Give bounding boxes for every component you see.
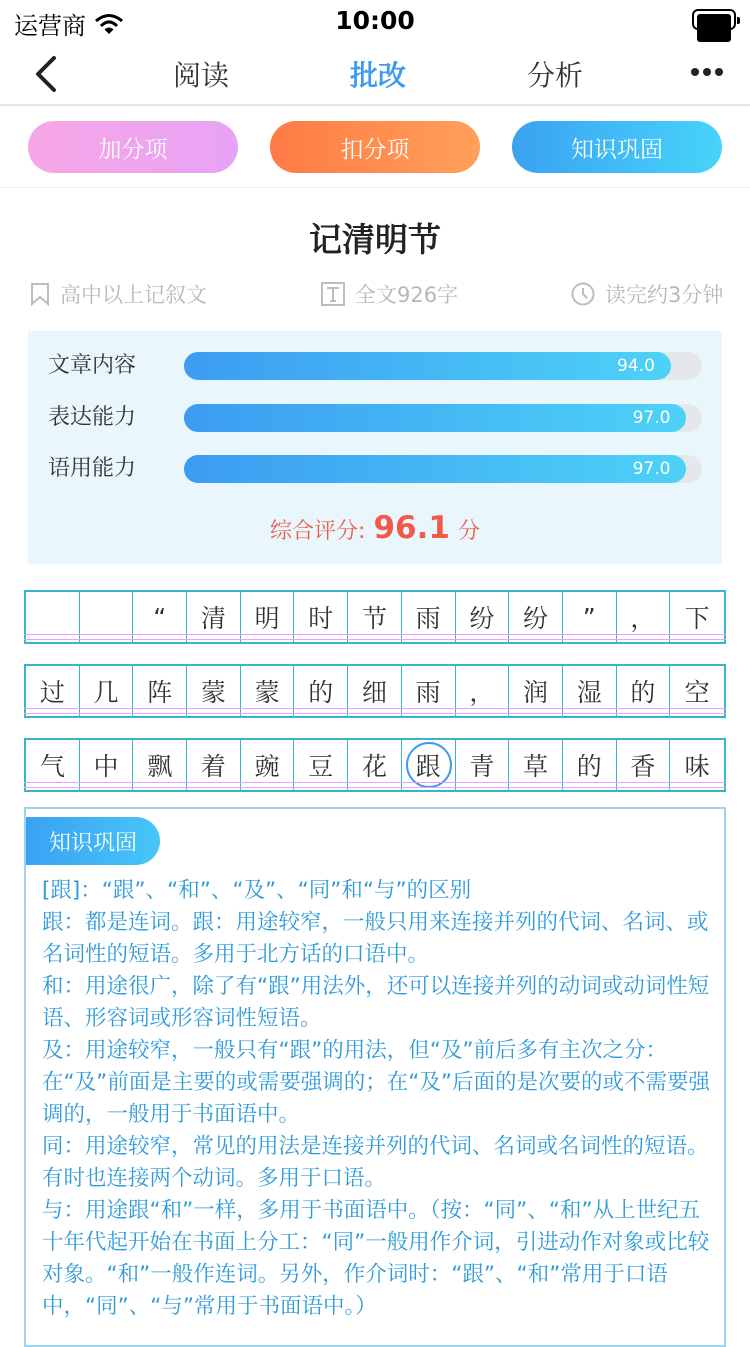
grid-cell[interactable]: 蒙: [187, 666, 241, 716]
grid-cell[interactable]: 下: [684, 604, 710, 633]
grid-cell[interactable]: 青: [456, 740, 510, 790]
essay-title: 记清明节: [309, 220, 441, 259]
grid-cell[interactable]: 飘: [133, 740, 187, 790]
knowledge-line: 跟：都是连词。跟：用途较窄，一般只用来连接并列的代词、名词、或名词性的短语。多用于北方话的口语中。: [42, 910, 709, 967]
knowledge-line: 与：用途跟“和”一样，多用于书面语中。（按：“同”、“和”从上世纪五十年代起开始在书面上分工：“同”一般用作介词，引进动作对象或比较对象。“和”一般作连词。另外，作介词时：“跟”、“和”常用于口语中，“同”、“与”常用于书面语中。）: [42, 1198, 710, 1319]
score-row-expression: [28, 403, 722, 433]
score-value: 97.0: [632, 408, 671, 428]
score-panel: [28, 331, 722, 564]
action-bar: [0, 106, 750, 188]
score-track: [184, 455, 702, 483]
more-icon[interactable]: [690, 60, 724, 84]
grid-cell[interactable]: 的: [617, 666, 671, 716]
deduction-items-button[interactable]: 扣分项: [270, 121, 480, 173]
overall-score-unit: 分: [457, 519, 480, 544]
score-track: [184, 404, 702, 432]
score-track: [184, 352, 702, 380]
knowledge-text: [42, 875, 718, 1323]
tab-analysis[interactable]: 分析: [527, 59, 584, 92]
grid-cell[interactable]: ”: [563, 592, 617, 642]
knowledge-line: 和：用途很广，除了有“跟”用法外，还可以连接并列的动词或动词性短语、形容词或形容词性短语。: [42, 974, 710, 1031]
back-arrow-icon[interactable]: [30, 54, 64, 94]
knowledge-panel: [24, 807, 726, 1347]
nav-bar: [0, 40, 750, 106]
grid-cell[interactable]: 节: [348, 592, 402, 642]
grid-cell[interactable]: 阵: [133, 666, 187, 716]
grid-cell[interactable]: 花: [348, 740, 402, 790]
grid-cell[interactable]: “: [133, 592, 187, 642]
essay-genre-label: 高中以上记叙文: [60, 283, 207, 307]
tab-correct[interactable]: 批改: [350, 59, 407, 92]
grid-underline: [24, 708, 726, 714]
score-row-usage: [28, 454, 722, 484]
tab-read[interactable]: 阅读: [173, 59, 230, 92]
overall-score-label: 综合评分:: [270, 519, 366, 544]
grid-cell[interactable]: 的: [563, 740, 617, 790]
knowledge-review-button[interactable]: 知识巩固: [512, 121, 722, 173]
grid-cell[interactable]: 湿: [563, 666, 617, 716]
overall-score-value: 96.1: [373, 510, 450, 546]
grid-underline: [24, 634, 726, 640]
grid-cell[interactable]: 纷: [456, 592, 510, 642]
text-icon: [321, 282, 345, 306]
score-row-content: [28, 351, 722, 381]
grid-cell[interactable]: 蒙: [241, 666, 295, 716]
grid-cell[interactable]: 过: [26, 666, 80, 716]
grid-cell[interactable]: 雨: [402, 592, 456, 642]
bookmark-icon: [30, 282, 50, 306]
knowledge-line: 同：用途较窄，常见的用法是连接并列的代词、名词或名词性的短语。有时也连接两个动词。多用于口语。: [42, 1134, 709, 1191]
grid-cell[interactable]: 香: [617, 740, 671, 790]
score-value: 94.0: [617, 356, 655, 376]
grid-cell[interactable]: 时: [294, 592, 348, 642]
grid-cell[interactable]: 气: [26, 740, 80, 790]
grid-cell[interactable]: ，: [456, 666, 510, 716]
score-bar: [184, 404, 686, 432]
grid-cell[interactable]: 着: [187, 740, 241, 790]
knowledge-line: 及：用途较窄，一般只有“跟”的用法，但“及”前后多有主次之分：在“及”前面是主要的或需要强调的；在“及”后面的是次要的或不需要强调的，一般用于书面语中。: [42, 1038, 711, 1127]
score-bar: [184, 455, 686, 483]
status-bar: [0, 0, 750, 40]
essay-wordcount-label: 全文926字: [355, 283, 459, 307]
score-value: 97.0: [632, 459, 671, 479]
clock: 10:00: [335, 6, 415, 35]
grid-cell[interactable]: 几: [80, 666, 134, 716]
grid-cell[interactable]: ，: [617, 592, 671, 642]
essay-genre: [30, 279, 207, 309]
carrier-label: 运营商: [14, 12, 86, 40]
grid-cell[interactable]: 空: [684, 678, 710, 707]
grid-cell[interactable]: 草: [509, 740, 563, 790]
essay-readtime-label: 读完约3分钟: [605, 283, 724, 307]
grid-underline: [24, 782, 726, 788]
score-label: 语用能力: [48, 456, 137, 481]
grid-cell[interactable]: 中: [80, 740, 134, 790]
grid-cell-char: 跟: [415, 752, 441, 781]
clock-icon: [571, 282, 595, 306]
score-bar: [184, 352, 671, 380]
essay-readtime: [571, 279, 723, 309]
grid-cell[interactable]: 细: [348, 666, 402, 716]
battery-icon: [692, 9, 736, 30]
grid-cell[interactable]: 味: [684, 752, 710, 781]
grid-cell[interactable]: 清: [187, 592, 241, 642]
grid-cell[interactable]: 明: [241, 592, 295, 642]
knowledge-tag: 知识巩固: [26, 817, 160, 865]
grid-cell[interactable]: 豌: [241, 740, 295, 790]
grid-cell[interactable]: 雨: [402, 666, 456, 716]
grid-cell[interactable]: 纷: [509, 592, 563, 642]
essay-wordcount: [321, 279, 458, 309]
score-label: 表达能力: [48, 405, 137, 430]
knowledge-line: [跟]：“跟”、“和”、“及”、“同”和“与”的区别: [42, 878, 472, 903]
grid-cell[interactable]: 润: [509, 666, 563, 716]
bonus-items-button[interactable]: 加分项: [28, 121, 238, 173]
grid-cell[interactable]: 的: [294, 666, 348, 716]
score-label: 文章内容: [48, 353, 137, 378]
grid-cell[interactable]: 豆: [294, 740, 348, 790]
overall-score: [28, 510, 722, 546]
